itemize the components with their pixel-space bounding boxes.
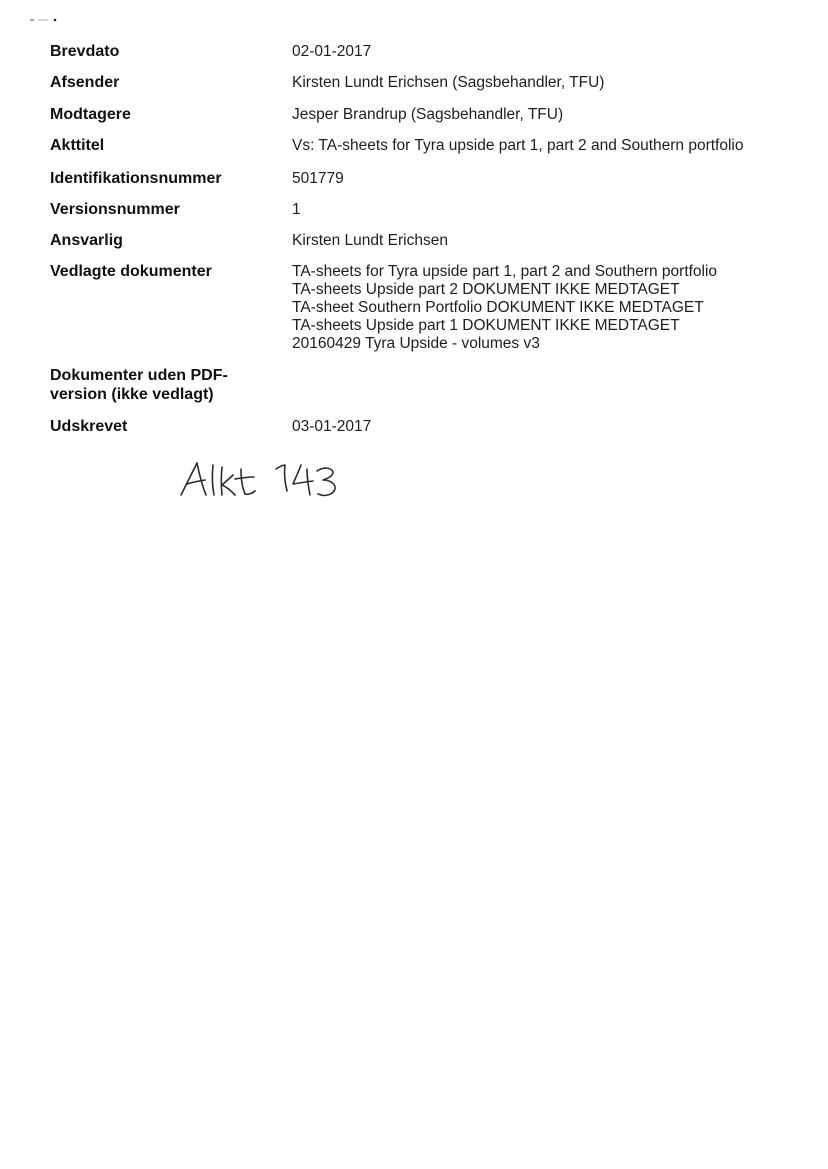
field-label: Vedlagte dokumenter — [50, 263, 212, 280]
field-value: 1 — [292, 201, 301, 218]
field-value: 501779 — [292, 170, 344, 187]
field-label: Versionsnummer — [50, 201, 180, 218]
field-label: Afsender — [50, 74, 120, 91]
attachment-item: TA-sheets Upside part 2 DOKUMENT IKKE MEDTAGET — [292, 281, 680, 298]
field-label: Brevdato — [50, 43, 120, 60]
field-value: Jesper Brandrup (Sagsbehandler, TFU) — [292, 106, 564, 123]
field-label: Akttitel — [50, 137, 105, 154]
attachment-item: TA-sheets Upside part 1 DOKUMENT IKKE MEDTAGET — [292, 317, 680, 334]
field-label: Ansvarlig — [50, 232, 123, 249]
attachment-item: 20160429 Tyra Upside - volumes v3 — [292, 335, 540, 352]
field-value: Kirsten Lundt Erichsen — [292, 232, 448, 249]
field-value: 03-01-2017 — [292, 418, 372, 435]
attachment-item: TA-sheets for Tyra upside part 1, part 2 and Southern portfolio — [292, 263, 718, 280]
field-label: Identifikationsnummer — [50, 170, 222, 187]
field-label-line: version (ikke vedlagt) — [50, 386, 214, 403]
attachment-list — [292, 263, 792, 353]
attachment-item: TA-sheet Southern Portfolio DOKUMENT IKKE MEDTAGET — [292, 299, 704, 316]
field-label-line: Dokumenter uden PDF- — [50, 367, 228, 384]
field-label: Modtagere — [50, 106, 131, 123]
field-label: Udskrevet — [50, 418, 128, 435]
field-label — [50, 366, 280, 404]
scan-mark — [30, 18, 58, 22]
handwritten-akt-number — [175, 455, 345, 505]
field-value: Vs: TA-sheets for Tyra upside part 1, part 2 and Southern portfolio — [292, 137, 744, 154]
field-value: Kirsten Lundt Erichsen (Sagsbehandler, TFU) — [292, 74, 605, 91]
field-value: 02-01-2017 — [292, 43, 372, 60]
handwritten-note — [175, 455, 345, 505]
